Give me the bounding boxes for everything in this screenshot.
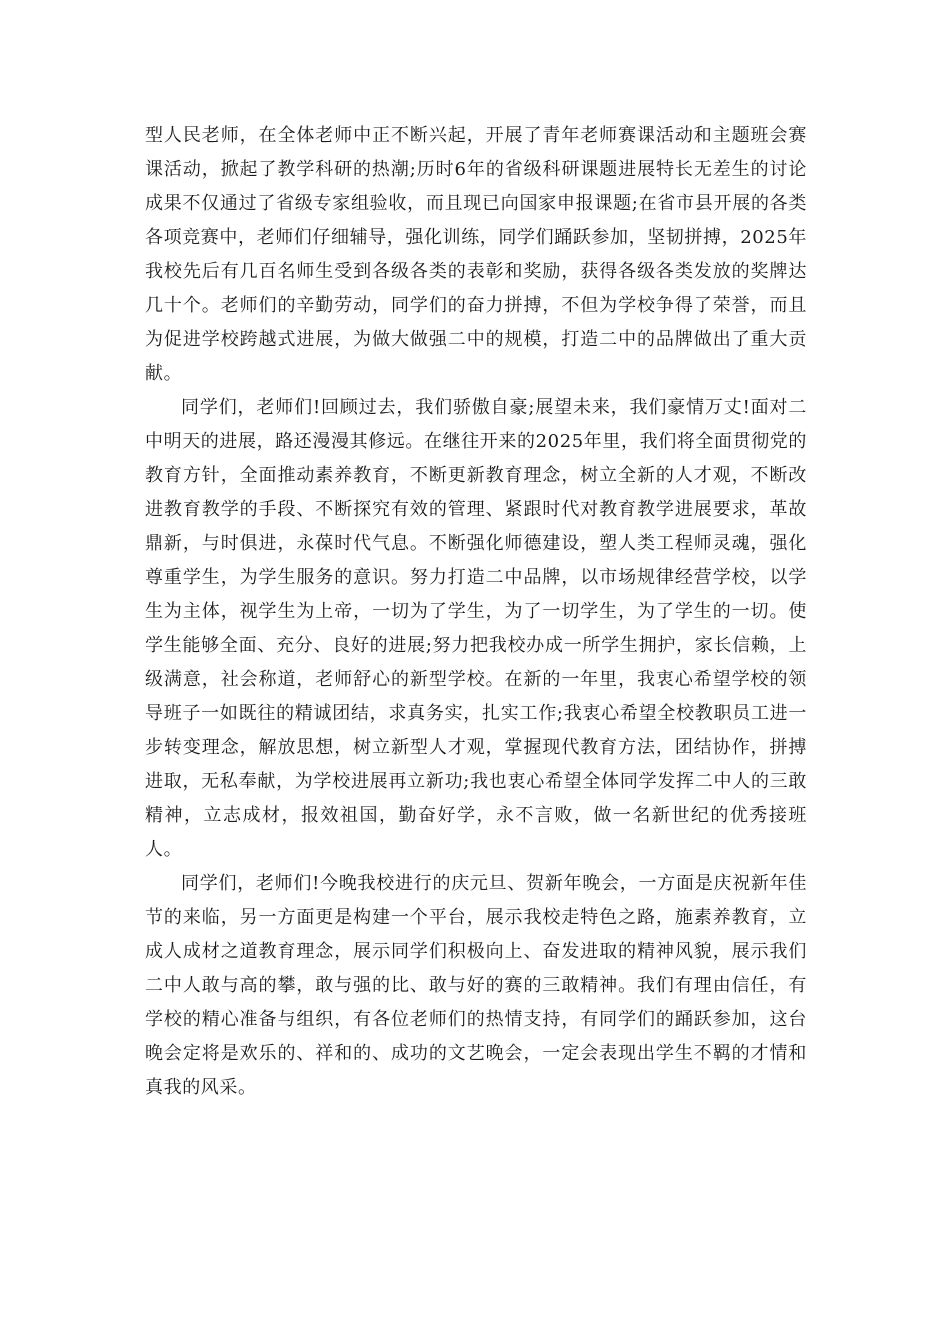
paragraph: 同学们，老师们!今晚我校进行的庆元旦、贺新年晚会，一方面是庆祝新年佳节的来临，另一方面更是构建一个平台，展示我校走特色之路，施素养教育，立成人成材之道教育理念，展示同学们积极向上、奋发进取的精神风貌，展示我们二中人敢与高的攀，敢与强的比、敢与好的赛的三敢精神。我们有理由信任，有学校的精心准备与组织，有各位老师们的热情支持，有同学们的踊跃参加，这台晚会定将是欢乐的、祥和的、成功的文艺晚会，一定会表现出学生不羁的才情和真我的风采。 (145, 873, 807, 1098)
document-body (145, 119, 807, 1105)
paragraph: 同学们，老师们!回顾过去，我们骄傲自豪;展望未来，我们豪情万丈!面对二中明天的进展，路还漫漫其修远。在继往开来的2025年里，我们将全面贯彻党的教育方针，全面推动素养教育，不断更新教育理念，树立全新的人才观，不断改进教育教学的手段、不断探究有效的管理、紧跟时代对教育教学进展要求，革故鼎新，与时俱进，永葆时代气息。不断强化师德建设，塑人类工程师灵魂，强化尊重学生，为学生服务的意识。努力打造二中品牌，以市场规律经营学校，以学生为主体，视学生为上帝，一切为了学生，为了一切学生，为了学生的一切。使学生能够全面、充分、良好的进展;努力把我校办成一所学生拥护，家长信赖，上级满意，社会称道，老师舒心的新型学校。在新的一年里，我衷心希望学校的领导班子一如既往的精诚团结，求真务实，扎实工作;我衷心希望全校教职员工进一步转变理念，解放思想，树立新型人才观，掌握现代教育方法，团结协作，拼搏进取，无私奉献，为学校进展再立新功;我也衷心希望全体同学发挥二中人的三敢精神，立志成材，报效祖国，勤奋好学，永不言败，做一名新世纪的优秀接班人。 (145, 397, 808, 860)
paragraph-continued: 型人民老师，在全体老师中正不断兴起，开展了青年老师赛课活动和主题班会赛课活动，掀起了教学科研的热潮;历时6年的省级科研课题进展特长无差生的讨论成果不仅通过了省级专家组验收，而且现已向国家申报课题;在省市县开展的各类各项竞赛中，老师们仔细辅导，强化训练，同学们踊跃参加，坚韧拼搏，2025年我校先后有几百名师生受到各级各类的表彰和奖励，获得各级各类发放的奖牌达几十个。老师们的辛勤劳动，同学们的奋力拼搏，不但为学校争得了荣誉，而且为促进学校跨越式进展，为做大做强二中的规模，打造二中的品牌做出了重大贡献。 (145, 125, 808, 384)
